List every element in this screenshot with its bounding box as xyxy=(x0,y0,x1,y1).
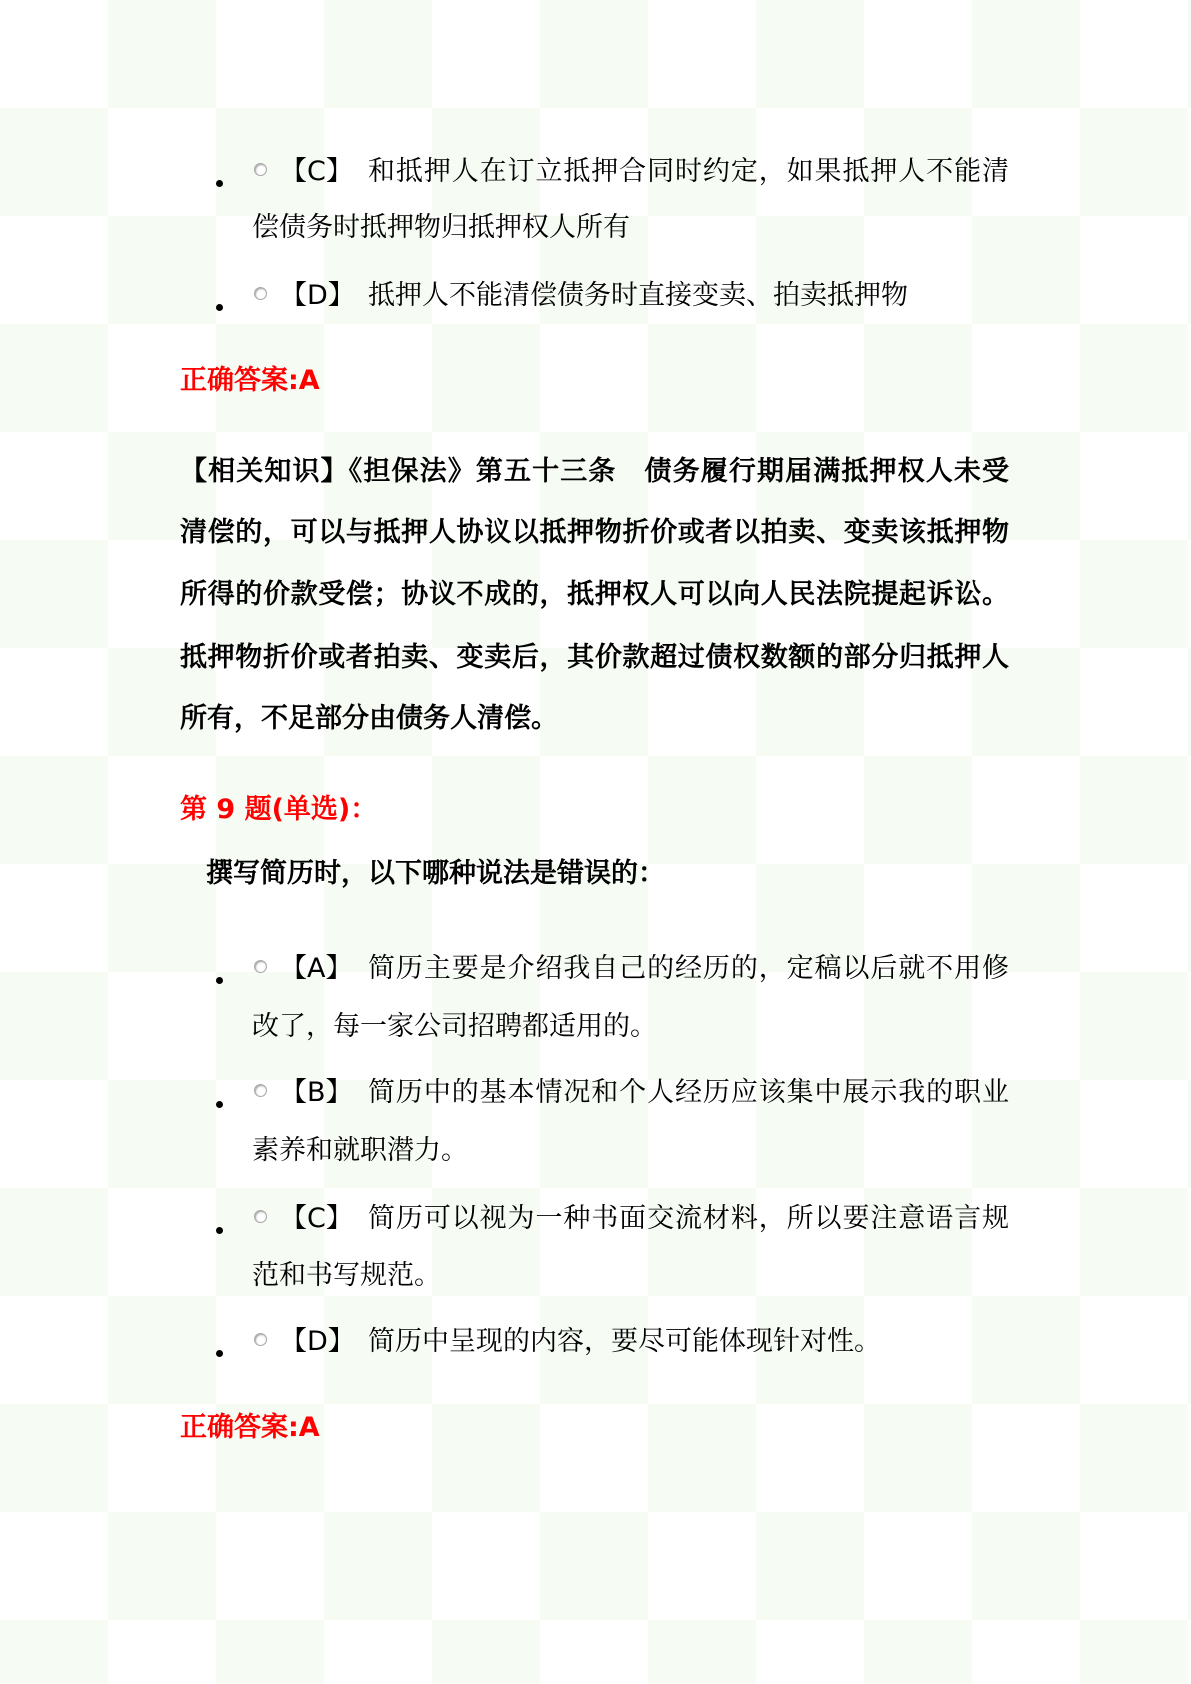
radio-unchecked-icon[interactable] xyxy=(254,1333,267,1346)
radio-unchecked-icon[interactable] xyxy=(254,1084,267,1097)
option-first-line xyxy=(280,949,1009,989)
option-text-continued: 范和书写规范。 xyxy=(252,1260,441,1291)
option-first-line xyxy=(280,1322,1009,1362)
knowledge-line: 所得的价款受偿；协议不成的，抵押权人可以向人民法院提起诉讼。 xyxy=(180,579,1009,610)
option-a[interactable] xyxy=(0,949,1191,1049)
bullet-icon xyxy=(216,1227,223,1234)
bullet-icon xyxy=(216,180,223,187)
correct-answer: 正确答案:A xyxy=(180,1412,320,1443)
option-first-line xyxy=(280,276,1009,316)
option-c[interactable] xyxy=(0,1199,1191,1299)
option-first-line xyxy=(280,152,1009,192)
question-title: 第 9 题(单选)： xyxy=(180,794,378,825)
knowledge-line: 抵押物折价或者拍卖、变卖后，其价款超过债权数额的部分归抵押人 xyxy=(180,642,1009,673)
option-d[interactable] xyxy=(0,1322,1191,1362)
knowledge-line: 所有，不足部分由债务人清偿。 xyxy=(180,703,558,734)
option-text: 抵押人不能清偿债务时直接变卖、拍卖抵押物 xyxy=(368,280,908,311)
option-text: 简历中的基本情况和个人经历应该集中展示我的职业 xyxy=(368,1077,1009,1108)
knowledge-line: 【相关知识】《担保法》第五十三条 债务履行期届满抵押权人未受 xyxy=(180,456,1009,487)
option-text-continued: 改了，每一家公司招聘都适用的。 xyxy=(252,1011,657,1042)
option-text-continued: 偿债务时抵押物归抵押权人所有 xyxy=(252,212,630,243)
option-first-line xyxy=(280,1073,1009,1113)
bullet-icon xyxy=(216,1101,223,1108)
option-text-continued: 素养和就职潜力。 xyxy=(252,1135,468,1166)
option-b[interactable] xyxy=(0,1073,1191,1173)
radio-unchecked-icon[interactable] xyxy=(254,960,267,973)
option-label: 【C】 xyxy=(280,156,353,187)
bullet-icon xyxy=(216,977,223,984)
radio-unchecked-icon[interactable] xyxy=(254,163,267,176)
option-label: 【C】 xyxy=(280,1203,353,1234)
option-text: 简历主要是介绍我自己的经历的，定稿以后就不用修 xyxy=(368,953,1009,984)
option-c[interactable] xyxy=(0,152,1191,252)
correct-answer: 正确答案:A xyxy=(180,365,320,396)
option-first-line xyxy=(280,1199,1009,1239)
bullet-icon xyxy=(216,1350,223,1357)
radio-unchecked-icon[interactable] xyxy=(254,1210,267,1223)
question-stem: 撰写简历时，以下哪种说法是错误的： xyxy=(206,858,665,889)
knowledge-line: 清偿的，可以与抵押人协议以抵押物折价或者以拍卖、变卖该抵押物 xyxy=(180,517,1009,548)
bullet-icon xyxy=(216,304,223,311)
option-label: 【B】 xyxy=(280,1077,353,1108)
option-label: 【D】 xyxy=(280,1326,355,1357)
option-d[interactable] xyxy=(0,276,1191,316)
option-label: 【D】 xyxy=(280,280,355,311)
option-text: 简历中呈现的内容，要尽可能体现针对性。 xyxy=(368,1326,881,1357)
option-text: 简历可以视为一种书面交流材料，所以要注意语言规 xyxy=(368,1203,1009,1234)
option-label: 【A】 xyxy=(280,953,353,984)
option-text: 和抵押人在订立抵押合同时约定，如果抵押人不能清 xyxy=(368,156,1009,187)
radio-unchecked-icon[interactable] xyxy=(254,287,267,300)
